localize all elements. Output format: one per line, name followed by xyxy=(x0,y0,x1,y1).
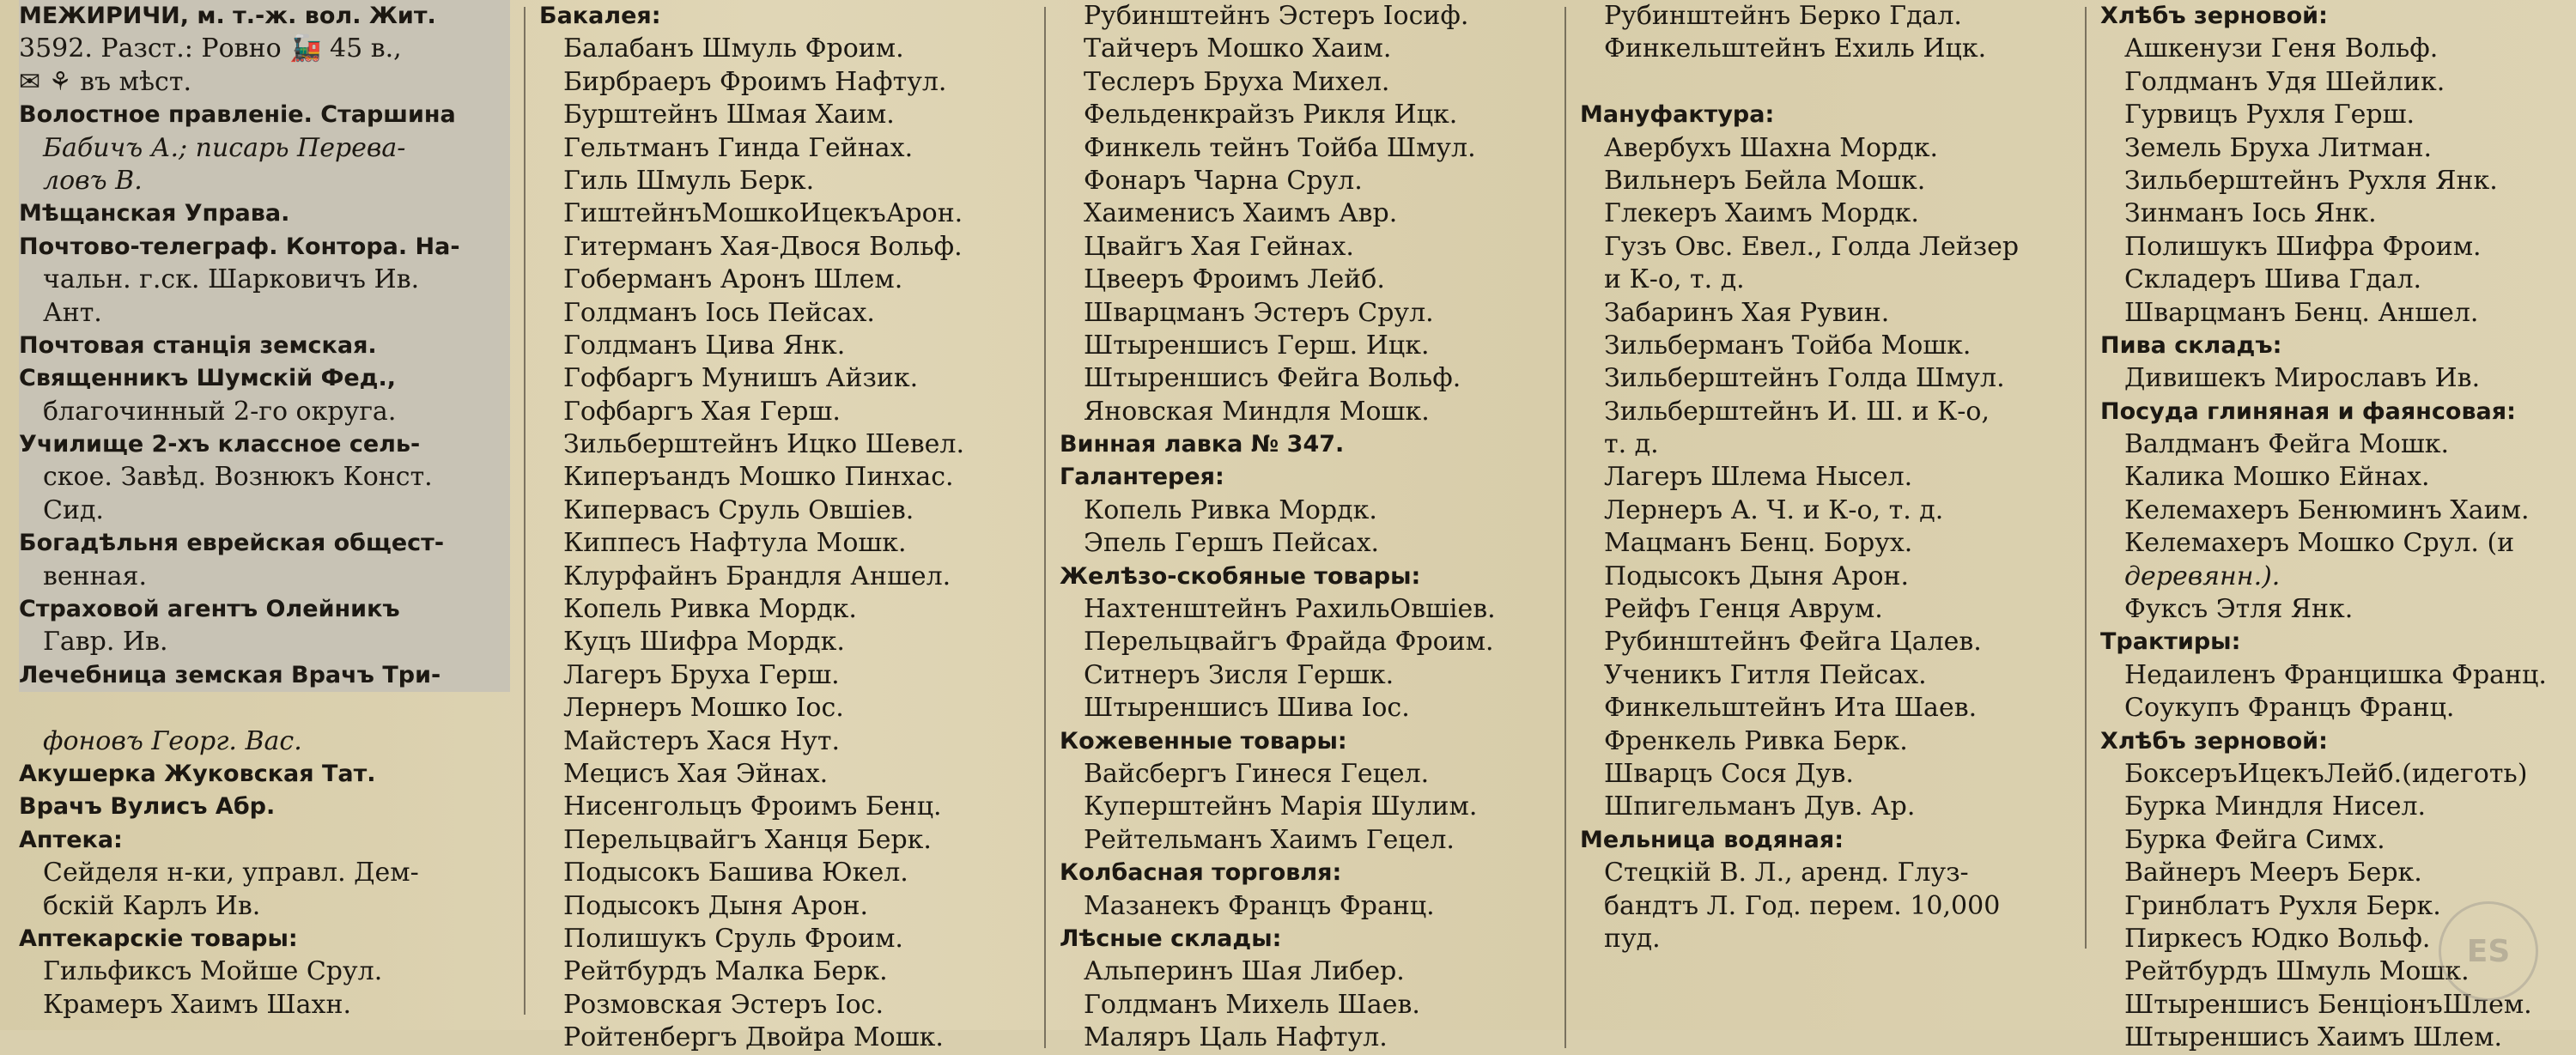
entry-line: Зильберштейнъ Ицко Шевел. xyxy=(563,429,964,460)
entry-line: Рубинштейнъ Берко Гдал. xyxy=(1604,1,1962,31)
entry-line: Тайчеръ Мошко Хаим. xyxy=(1084,33,1392,64)
entry-line: Гельтманъ Гинда Гейнах. xyxy=(563,132,914,163)
entry-line: Штыреншисъ Герш. Ицк. xyxy=(1084,330,1430,361)
section-heading: Кожевенные товары: xyxy=(1060,727,1347,755)
entry-line: пуд. xyxy=(1604,923,1661,954)
section-heading: Лечебница земская Врачъ Три- xyxy=(19,659,510,692)
entry-line: Клурфайнъ Брандля Аншел. xyxy=(563,561,951,591)
entry-line: Калика Мошко Ейнах. xyxy=(2124,462,2430,493)
entry-line: благочинный 2-го округа. xyxy=(19,396,510,428)
entry-line: Штыреншисъ БенціонъШлем. xyxy=(2124,989,2532,1020)
entry-line: Киппесъ Нафтула Мошк. xyxy=(563,528,907,559)
entry-line: Альперинъ Шая Либер. xyxy=(1084,956,1405,987)
section-heading: Галантерея: xyxy=(1060,464,1224,491)
entry-line: Лернеръ А. Ч. и К-о, т. д. xyxy=(1604,494,1944,525)
entry-line: Крамеръ Хаимъ Шахн. xyxy=(43,989,351,1020)
entry-line: Копель Ривка Мордк. xyxy=(1084,494,1377,525)
section-heading: Почтовая станція земская. xyxy=(19,330,510,362)
entry-line: Забаринъ Хая Рувин. xyxy=(1604,297,1890,328)
entry-line: Голдманъ Іось Пейсах. xyxy=(563,297,875,328)
entry-line: Лагеръ Бруха Герш. xyxy=(563,659,840,690)
entry-line: Майстеръ Хася Нут. xyxy=(563,725,841,756)
entry-line: Кипервасъ Сруль Овшіев. xyxy=(563,494,914,525)
entry-line: Штыреншисъ Хаимъ Шлем. xyxy=(2124,1022,2503,1053)
section-heading: Священникъ Шумскій Фед., xyxy=(19,362,510,395)
entry-line: Цвайгъ Хая Гейнах. xyxy=(1084,231,1354,262)
watermark-stamp: ES xyxy=(2439,901,2538,1001)
entry-line: Мазанекъ Францъ Франц. xyxy=(1084,890,1435,921)
entry-line: Маляръ Цаль Нафтул. xyxy=(1084,1022,1388,1053)
entry-line: Рейтельманъ Хаимъ Гецел. xyxy=(1084,824,1455,855)
entry-line: Штыреншисъ Фейга Вольф. xyxy=(1084,363,1461,394)
entry-line: Голдманъ Цива Янк. xyxy=(563,330,846,361)
entry-line: Складеръ Шива Гдал. xyxy=(2124,264,2422,295)
entry-line: Розмовская Эстеръ Іос. xyxy=(563,989,884,1020)
column-4 xyxy=(1580,0,2071,955)
entry-line: Вильнеръ Бейла Мошк. xyxy=(1604,165,1926,196)
entry-line: Гофбаргъ Мунишъ Айзик. xyxy=(563,363,919,394)
entry-line: Рейтбурдъ Шмуль Мошк. xyxy=(2124,956,2470,987)
section-heading: Лѣсные склады: xyxy=(1060,925,1282,952)
entry-line: Подысокъ Башива Юкел. xyxy=(563,858,908,888)
section-heading: Бакалея: xyxy=(539,3,661,29)
entry-line: Валдманъ Фейга Мошк. xyxy=(2124,429,2450,460)
entry-line: Зинманъ Іось Янк. xyxy=(2124,198,2377,229)
section-heading: Пива складъ: xyxy=(2100,331,2282,359)
section-heading: Мануфактура: xyxy=(1580,101,1775,129)
entry-line: Голдманъ Михель Шаев. xyxy=(1084,989,1420,1020)
entry-line: Фуксъ Этля Янк. xyxy=(2124,594,2354,625)
entry-line: ское. Завѣд. Вознюкъ Конст. xyxy=(19,461,510,494)
column-2 xyxy=(539,0,1030,1055)
section-heading: Почтово-телеграф. Контора. На- xyxy=(19,231,510,264)
entry-line: Сейделя н-ки, управл. Дем- xyxy=(43,858,419,888)
section-heading: Хлѣбъ зерновой: xyxy=(2100,3,2328,29)
entry-line: Шпигельманъ Дув. Ар. xyxy=(1604,791,1916,822)
entry-line: Хаименисъ Хаимъ Авр. xyxy=(1084,198,1398,229)
entry-line: Вайсбергъ Гинеся Гецел. xyxy=(1084,758,1430,789)
entry-line: Ученикъ Гитля Пейсах. xyxy=(1604,659,1927,690)
entry-line: Штыреншисъ Шива Іос. xyxy=(1084,693,1410,724)
entry-line: Вайнеръ Мееръ Берк. xyxy=(2124,858,2422,888)
entry-line: Гильфиксъ Мойше Срул. xyxy=(43,956,383,987)
section-heading: МЕЖИРИЧИ, м. т.-ж. вол. Жит. xyxy=(19,0,510,33)
entry-line: Эпель Гершъ Пейсах. xyxy=(1084,528,1380,559)
entry-line: Финкельштейнъ Ита Шаев. xyxy=(1604,693,1978,724)
entry-line: Фельденкрайзъ Рикля Ицк. xyxy=(1084,100,1458,130)
entry-line: бскій Карлъ Ив. xyxy=(43,890,261,921)
entry-line: Полишукъ Шифра Фроим. xyxy=(2124,231,2482,262)
section-heading: Страховой агентъ Олейникъ xyxy=(19,593,510,626)
entry-line: Френкель Ривка Берк. xyxy=(1604,725,1908,756)
entry-line: Сид. xyxy=(19,494,510,527)
entry-line: Зильберштейнъ И. Ш. и К-о, xyxy=(1604,396,1990,427)
entry-line: Бурштейнъ Шмая Хаим. xyxy=(563,100,895,130)
entry-line: Бирбраеръ Фроимъ Нафтул. xyxy=(563,66,947,97)
entry-line: Финкель тейнъ Тойба Шмул. xyxy=(1084,132,1476,163)
entry-line: Гурвицъ Рухля Герш. xyxy=(2124,100,2415,130)
entry-line xyxy=(1580,66,2071,99)
entry-line: Зильберштейнъ Рухля Янк. xyxy=(2124,165,2498,196)
entry-line: Гиль Шмуль Берк. xyxy=(563,165,815,196)
entry-line: Шварцманъ Эстеръ Срул. xyxy=(1084,297,1434,328)
entry-line: Гитерманъ Хая-Двося Вольф. xyxy=(563,231,963,262)
entry-line: Гоберманъ Аронъ Шлем. xyxy=(563,264,903,295)
section-heading: Трактиры: xyxy=(2100,628,2241,656)
entry-line: Киперъандъ Мошко Пинхас. xyxy=(563,462,954,493)
entry-line: Куперштейнъ Марія Шулим. xyxy=(1084,791,1478,822)
entry-line: Фонаръ Чарна Срул. xyxy=(1084,165,1363,196)
entry-line: Нисенгольцъ Фроимъ Бенц. xyxy=(563,791,942,822)
entry-line: Дивишекъ Мирославъ Ив. xyxy=(2124,363,2481,394)
entry-line: Лагеръ Шлема Нысел. xyxy=(1604,462,1913,493)
section-heading: Посуда глиняная и фаянсовая: xyxy=(2100,397,2516,425)
entry-line: Рубинштейнъ Эстеръ Іосиф. xyxy=(1084,1,1469,31)
entry-line: Перельцвайгъ Фрайда Фроим. xyxy=(1084,627,1494,658)
entry-line: Рейтбурдъ Малка Берк. xyxy=(563,956,888,987)
section-heading: Желѣзо-скобяные товары: xyxy=(1060,562,1421,590)
entry-line: Голдманъ Удя Шейлик. xyxy=(2124,66,2445,97)
entry-line: Рубинштейнъ Фейга Цалев. xyxy=(1604,627,1982,658)
entry-line: Лернеръ Мошко Іос. xyxy=(563,693,844,724)
entry-line: Бурка Миндля Нисел. xyxy=(2124,791,2427,822)
entry-line: Гофбаргъ Хая Герш. xyxy=(563,396,841,427)
entry-line: Ройтенбергъ Двойра Мошк. xyxy=(563,1022,944,1053)
entry-line: и К-о, т. д. xyxy=(1604,264,1745,295)
entry-line: Зильберштейнъ Голда Шмул. xyxy=(1604,363,2005,394)
entry-line: Гавр. Ив. xyxy=(19,626,510,658)
entry-line: Зильберманъ Тойба Мошк. xyxy=(1604,330,1971,361)
section-heading: Училище 2-хъ классное сель- xyxy=(19,428,510,461)
section-heading: Винная лавка № 347. xyxy=(1060,431,1345,458)
entry-line: Ситнеръ Зисля Гершк. xyxy=(1084,659,1394,690)
entry-line: БоксеръИцекъЛейб.(идеготь) xyxy=(2124,758,2528,789)
entry-line: Келемахеръ Мошко Срул. (и xyxy=(2124,528,2515,559)
section-heading: Акушерка Жуковская Тат. xyxy=(19,760,376,787)
entry-line: Ант. xyxy=(19,297,510,330)
entry-line: Теслеръ Бруха Михел. xyxy=(1084,66,1390,97)
entry-line: Ашкенузи Геня Вольф. xyxy=(2124,33,2439,64)
column-1 xyxy=(19,0,510,1022)
entry-line: Финкельштейнъ Ехиль Ицк. xyxy=(1604,33,1987,64)
entry-line: Гринблатъ Рухля Берк. xyxy=(2124,890,2441,921)
section-heading: Хлѣбъ зерновой: xyxy=(2100,727,2328,755)
entry-line: Пиркесъ Юдко Вольф. xyxy=(2124,923,2431,954)
entry-line: ГиштейнъМошкоИцекъАрон. xyxy=(563,198,963,229)
entry-line: ловъ В. xyxy=(19,165,510,197)
section-heading: Мѣщанская Управа. xyxy=(19,197,510,230)
entry-line: Перельцвайгъ Ханця Берк. xyxy=(563,824,932,855)
section-heading: Волостное правленіе. Старшина xyxy=(19,99,510,131)
entry-line: бандтъ Л. Год. перем. 10,000 xyxy=(1604,890,2001,921)
entry-line: Цвееръ Фроимъ Лейб. xyxy=(1084,264,1385,295)
entry-line: Авербухъ Шахна Мордк. xyxy=(1604,132,1939,163)
entry-line: венная. xyxy=(19,561,510,593)
entry-line: Подысокъ Дыня Арон. xyxy=(563,890,869,921)
section-heading: Аптека: xyxy=(19,826,123,853)
entry-line: Полишукъ Сруль Фроим. xyxy=(563,923,903,954)
section-heading: Врачъ Вулисъ Абр. xyxy=(19,793,276,821)
entry-line: Мацманъ Бенц. Борух. xyxy=(1604,528,1913,559)
entry-line: чальн. г.ск. Шарковичъ Ив. xyxy=(19,264,510,296)
entry-line: Гузъ Овс. Евел., Голда Лейзер xyxy=(1604,231,2020,262)
entry-line: фоновъ Георг. Вас. xyxy=(43,725,302,756)
entry-line: Стецкій В. Л., аренд. Глуз- xyxy=(1604,858,1969,888)
entry-line: Балабанъ Шмуль Фроим. xyxy=(563,33,904,64)
entry-line: Подысокъ Дыня Арон. xyxy=(1604,561,1910,591)
entry-line: деревянн.). xyxy=(2124,561,2281,591)
entry-line: Яновская Миндля Мошк. xyxy=(1084,396,1430,427)
entry-line: Келемахеръ Бенюминъ Хаим. xyxy=(2124,494,2530,525)
entry-line: Глекеръ Хаимъ Мордк. xyxy=(1604,198,1919,229)
entry-line: Рейфъ Генця Аврум. xyxy=(1604,594,1883,625)
entry-line: Куцъ Шифра Мордк. xyxy=(563,627,845,658)
entry-line: Земель Бруха Литман. xyxy=(2124,132,2433,163)
section-heading: Аптекарскіе товары: xyxy=(19,925,298,952)
section-heading: Мельница водяная: xyxy=(1580,826,1844,853)
column-5 xyxy=(2100,0,2564,1055)
entry-line: т. д. xyxy=(1604,429,1659,460)
section-heading: Богадѣльня еврейская общест- xyxy=(19,527,510,560)
entry-line: Копель Ривка Мордк. xyxy=(563,594,857,625)
entry-line: Шварцманъ Бенц. Аншел. xyxy=(2124,297,2479,328)
entry-line: Мецисъ Хая Эйнах. xyxy=(563,758,829,789)
section-heading: Колбасная торговля: xyxy=(1060,859,1342,887)
entry-line: Нахтенштейнъ РахильОвшіев. xyxy=(1084,594,1496,625)
entry-line: Недаиленъ Францишка Франц. xyxy=(2124,659,2547,690)
entry-line: ✉ ⚘ въ мѣст. xyxy=(19,66,510,99)
entry-line: Шварцъ Сося Дув. xyxy=(1604,758,1854,789)
entry-line: Соукупъ Францъ Франц. xyxy=(2124,693,2455,724)
entry-line: Бабичъ А.; писарь Перева- xyxy=(19,132,510,165)
entry-line xyxy=(19,692,510,725)
entry-line: 3592. Разст.: Ровно 🚂 45 в., xyxy=(19,33,510,65)
entry-line: Бурка Фейга Симх. xyxy=(2124,824,2385,855)
column-3 xyxy=(1060,0,1551,1055)
